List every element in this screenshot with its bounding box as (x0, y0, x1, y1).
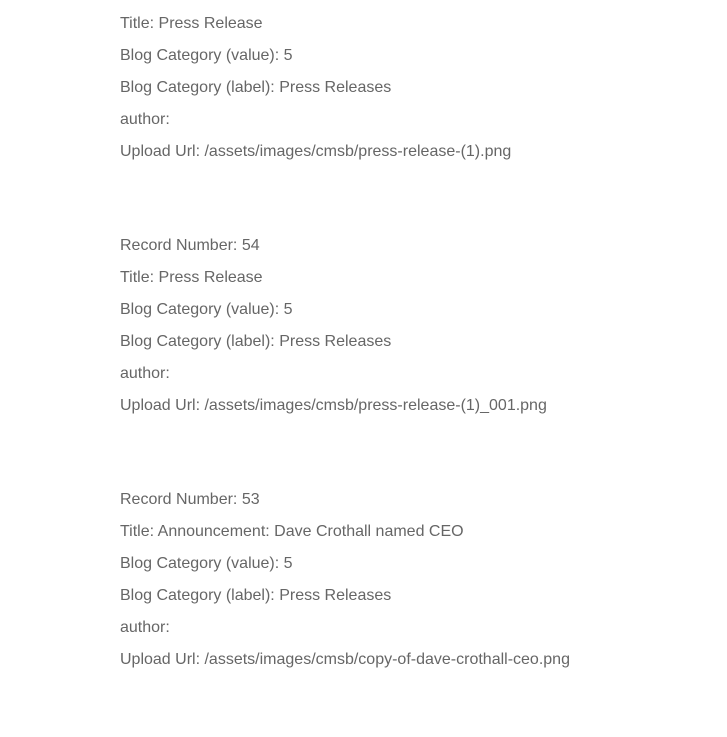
blog-category-value: Blog Category (value): 5 (120, 555, 293, 572)
record-number (120, 0, 700, 8)
blog-category-value: Blog Category (value): 5 (120, 47, 293, 64)
record-title: Title: Press Release (120, 269, 263, 286)
upload-url: Upload Url: /assets/images/cmsb/press-release-(1)_001.png (120, 397, 547, 414)
record-entry (120, 484, 700, 676)
record-title: Title: Announcement: Dave Crothall named CEO (120, 523, 464, 540)
record-number: Record Number: 53 (120, 491, 260, 508)
blog-category-value: Blog Category (value): 5 (120, 301, 293, 318)
blog-category-label: Blog Category (label): Press Releases (120, 587, 392, 604)
record-list (120, 0, 700, 737)
record-entry (120, 0, 700, 168)
record-title: Title: Press Release (120, 15, 263, 32)
record-author: author: (120, 111, 170, 128)
blog-category-label: Blog Category (label): Press Releases (120, 333, 392, 350)
record-entry (120, 230, 700, 422)
upload-url: Upload Url: /assets/images/cmsb/press-release-(1).png (120, 143, 512, 160)
blog-category-label: Blog Category (label): Press Releases (120, 79, 392, 96)
record-author: author: (120, 619, 170, 636)
upload-url: Upload Url: /assets/images/cmsb/copy-of-dave-crothall-ceo.png (120, 651, 570, 668)
record-number: Record Number: 54 (120, 237, 260, 254)
record-author: author: (120, 365, 170, 382)
